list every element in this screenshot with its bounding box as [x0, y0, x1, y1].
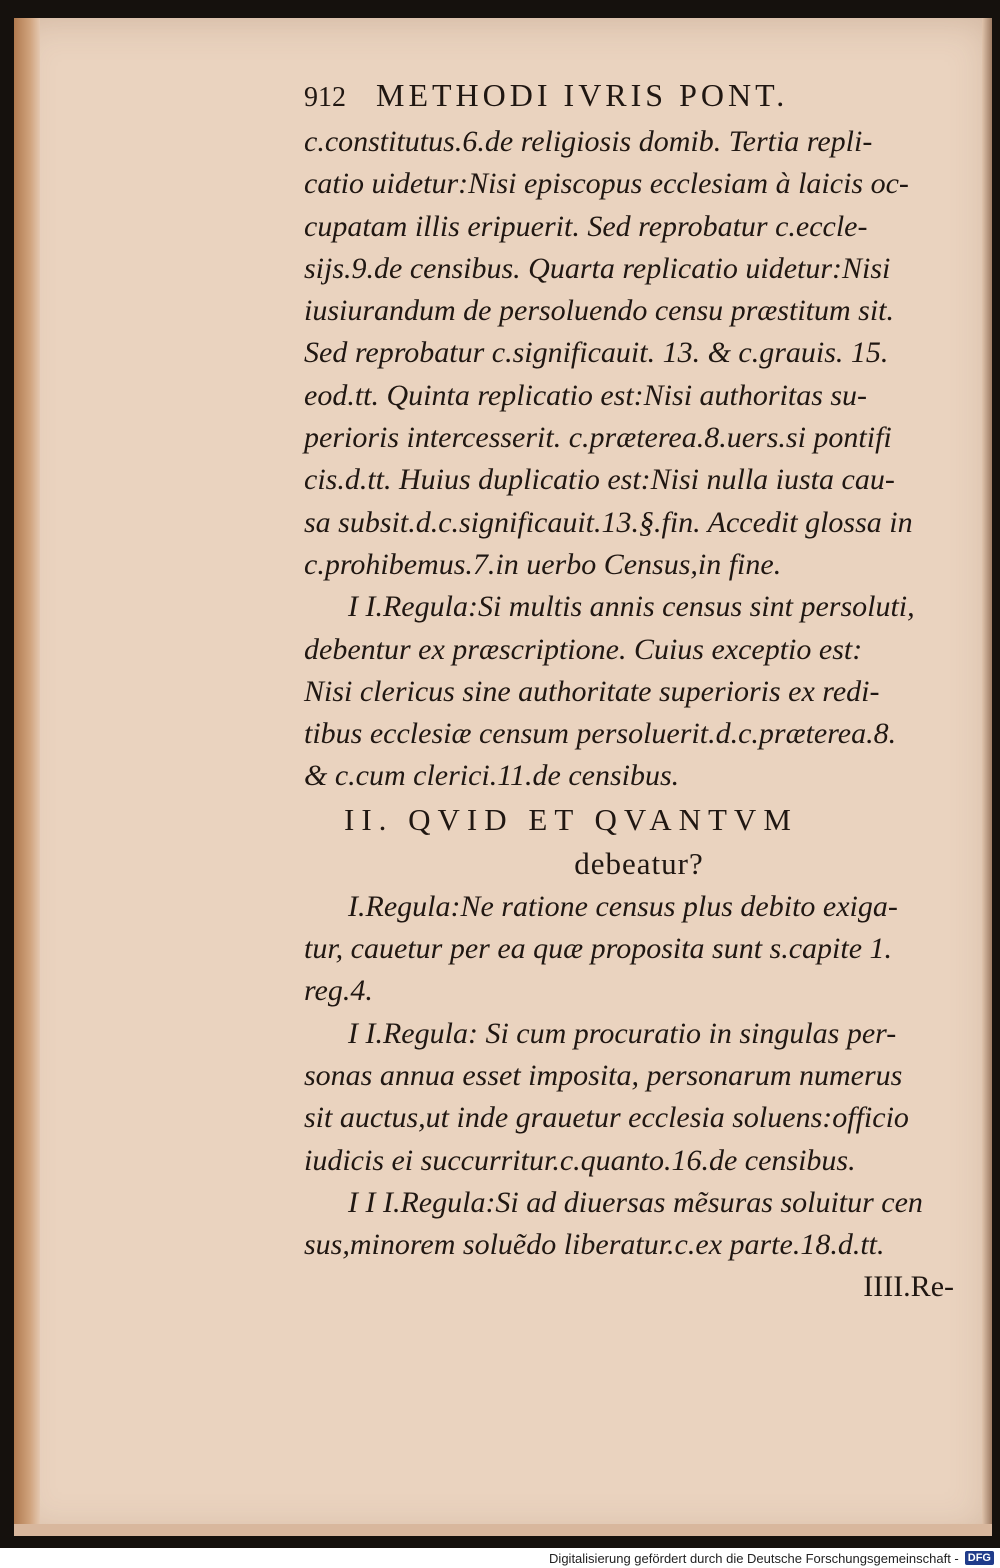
text-line: Nisi clericus sine authoritate superioris ex redi- [304, 674, 880, 708]
text-line: sus,minorem soluẽdo liberatur.c.ex parte.18.d.tt. [304, 1228, 885, 1262]
page-bottom-edge [14, 1524, 992, 1536]
text-block [304, 72, 954, 1309]
catchword: IIII.Re- [863, 1270, 954, 1304]
page-header [304, 72, 954, 121]
text-line: cupatam illis eripuerit. Sed reprobatur c.eccle- [304, 209, 868, 243]
text-line: iudicis ei succurritur.c.quanto.16.de censibus. [304, 1143, 856, 1177]
digitization-footer [0, 1548, 1000, 1568]
text-line: I I.Regula:Si multis annis census sint persoluti, [348, 590, 915, 624]
text-line: catio uidetur:Nisi episcopus ecclesiam à laicis oc- [304, 167, 909, 201]
paragraph-replicationes [304, 121, 954, 586]
footer-credit: Digitalisierung gefördert durch die Deutsche Forschungsgemeinschaft - [549, 1550, 959, 1566]
text-line: sa subsit.d.c.significauit.13.§.fin. Accedit glossa in [304, 505, 913, 539]
paragraph-regulae [304, 886, 954, 1267]
text-line: iusiurandum de persoluendo censu præstitum sit. [304, 294, 894, 328]
text-line: I I I.Regula:Si ad diuersas mẽsuras soluitur cen [348, 1185, 923, 1219]
text-line: debentur ex præscriptione. Cuius exceptio est: [304, 632, 863, 666]
text-line: reg.4. [304, 974, 373, 1008]
text-line: eod.tt. Quinta replicatio est:Nisi authoritas su- [304, 378, 868, 412]
text-line: Sed reprobatur c.significauit. 13. & c.grauis. 15. [304, 336, 889, 370]
section-heading: II. QVID ET QVANTVM [344, 801, 798, 837]
page-number: 912 [304, 82, 346, 113]
text-line: c.constitutus.6.de religiosis domib. Tertia repli- [304, 125, 873, 158]
text-line: tur, cauetur per ea quæ proposita sunt s.capite 1. [304, 932, 893, 966]
section-heading-continued: debeatur? [574, 845, 704, 881]
text-line: sit auctus,ut inde grauetur ecclesia soluens:officio [304, 1101, 909, 1135]
page-edge [982, 18, 992, 1536]
text-line: sonas annua esset imposita, personarum numerus [304, 1058, 903, 1092]
running-title: METHODI IVRIS PONT. [376, 77, 789, 113]
page-gutter [14, 18, 40, 1536]
text-line: c.prohibemus.7.in uerbo Census,in fine. [304, 547, 782, 581]
text-line: cis.d.tt. Huius duplicatio est:Nisi nulla iusta cau- [304, 463, 895, 497]
paragraph-regula-2 [304, 586, 954, 797]
text-line: sijs.9.de censibus. Quarta replicatio uidetur:Nisi [304, 251, 891, 285]
text-line: perioris intercesserit. c.præterea.8.uers.si pontifi [304, 421, 892, 455]
dfg-logo-icon: DFG [965, 1551, 994, 1565]
text-line: & c.cum clerici.11.de censibus. [304, 759, 680, 793]
text-line: I I.Regula: Si cum procuratio in singulas per- [348, 1016, 897, 1050]
text-line: tibus ecclesiæ censum persoluerit.d.c.præterea.8. [304, 717, 897, 751]
text-line: I.Regula:Ne ratione census plus debito exiga- [348, 889, 898, 923]
